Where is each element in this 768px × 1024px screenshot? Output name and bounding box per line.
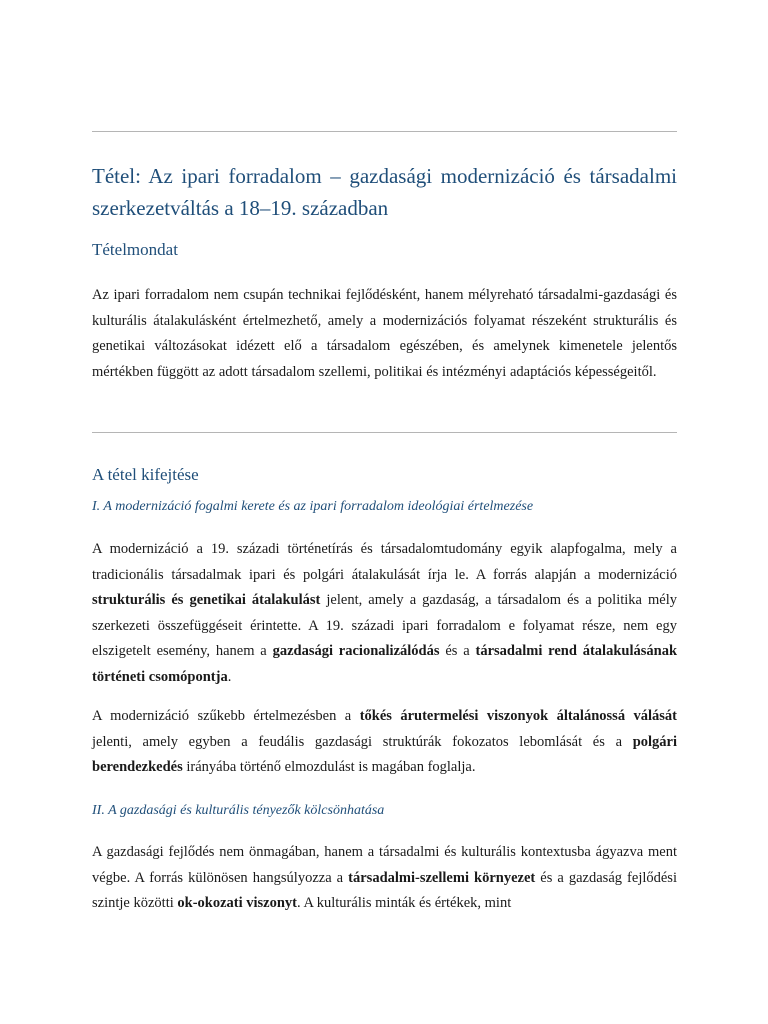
thesis-heading: Tételmondat <box>92 240 178 259</box>
bold-term: tőkés árutermelési viszonyok általánossá válását <box>359 708 678 724</box>
text-run: A modernizáció a 19. századi történetírás és társadalomtudomány egyik alapfogalma, mely a tradicionális társadalmak ipari és polgári átalakulását írja le. A forrás alapján a modernizáció <box>92 541 677 583</box>
text-run: és a gazdaság fejlődési szintje közötti <box>92 869 677 911</box>
text-run: A modernizáció szűkebb értelmezésben a <box>92 708 360 724</box>
text-run: jelent, amely a gazdaság, a társadalom és a politika mély szerkezeti összefüggéseit érintette. A 19. századi ipari forradalom e folyamat része, nem egy elszigetelt esemény, hanem a <box>92 592 677 659</box>
section-1-paragraph-1 <box>92 537 677 690</box>
text-run: . <box>227 668 232 685</box>
text-run: és a <box>439 643 476 659</box>
bold-term: strukturális és genetikai átalakulást <box>92 592 321 608</box>
top-divider <box>92 131 677 132</box>
text-run: irányába történő elmozdulást is magában foglalja. <box>182 759 476 775</box>
text-run: A gazdasági fejlődés nem önmagában, hanem a társadalmi és kulturális kontextusba ágyazva ment végbe. A forrás különösen hangsúlyozza a <box>92 844 677 886</box>
bold-term: társadalmi-szellemi környezet <box>348 869 536 886</box>
middle-divider <box>92 432 677 433</box>
bold-term: társadalmi rend átalakulásának történeti csomópontja <box>92 643 678 685</box>
development-heading: A tétel kifejtése <box>92 465 199 484</box>
thesis-paragraph: Az ipari forradalom nem csupán technikai fejlődésként, hanem mélyreható társadalmi-gazdasági és kulturális átalakulásként értelmezhető, amely a modernizációs folyamat részeként strukturális és genetikai változásokat idézett elő a társadalom egészében, és amelynek kimenetele jelentős mértékben függött az adott társadalom szellemi, politikai és intézményi adaptációs képességeitől. <box>92 287 677 380</box>
text-run: . A kulturális minták és értékek, mint <box>297 895 512 911</box>
section-1-paragraph-2 <box>92 704 677 781</box>
bold-term: ok-okozati viszonyt <box>177 895 297 911</box>
section-2-paragraph-1 <box>92 840 677 917</box>
text-run: jelenti, amely egyben a feudális gazdasági struktúrák fokozatos lebomlását és a <box>92 733 633 750</box>
bold-term: polgári berendezkedés <box>92 733 677 775</box>
bold-term: gazdasági racionalizálódás <box>272 643 440 659</box>
section-2-heading: II. A gazdasági és kulturális tényezők kölcsönhatása <box>92 803 385 818</box>
section-1-heading: I. A modernizáció fogalmi kerete és az ipari forradalom ideológiai értelmezése <box>92 499 534 514</box>
document-title: Tétel: Az ipari forradalom – gazdasági modernizáció és társadalmi szerkezetváltás a 18–19. században <box>92 164 677 220</box>
